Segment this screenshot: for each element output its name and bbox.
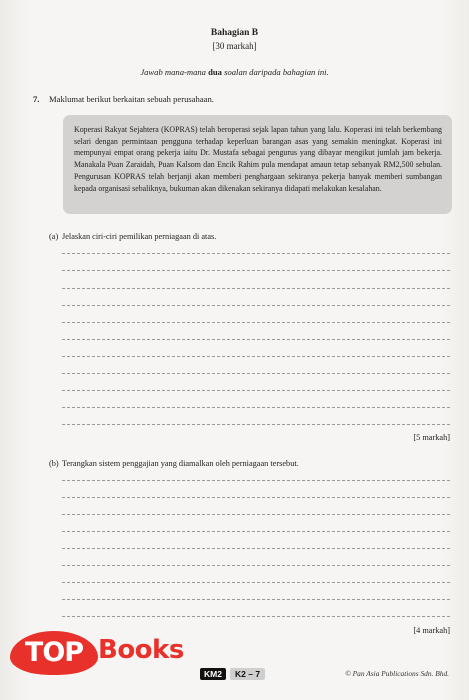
instruction-post: soalan daripada bahagian ini. xyxy=(221,67,329,77)
passage-box: Koperasi Rakyat Sejahtera (KOPRAS) telah beroperasi sejak lapan tahun yang lalu. Koperasi ini telah berkembang selari dengan permintaan pengguna terhadap keperluan barangan asas yang semakin meningkat. Koperasi ini mempunyai empat orang pekerja iaitu Dr. Mustafa sebagai pengurus yang dibayar mengikut jumlah jam bekerja. Manakala Puan Zaraidah, Puan Kalsom dan Encik Rahim pula mendapat amaun tetap sebanyak RM2,500 sebulan. Pengurusan KOPRAS telah berjanji akan memberi penghargaan sekiranya pekerja banyak memberi sumbangan kepada organisasi sebaliknya, bukuman akan dikenakan sekiranya didapati melakukan kesalahan. xyxy=(63,115,452,214)
answer-line[interactable] xyxy=(62,339,450,340)
section-instruction xyxy=(0,67,469,77)
answer-line[interactable] xyxy=(62,270,450,271)
module-tag: KM2 xyxy=(200,668,226,680)
part-b-label: (b) xyxy=(49,459,59,468)
answer-line[interactable] xyxy=(62,373,450,374)
instruction-pre: Jawab mana-mana xyxy=(140,67,209,77)
answer-line[interactable] xyxy=(62,531,450,532)
answer-line[interactable] xyxy=(62,356,450,357)
question-text: Maklumat berikut berkaitan sebuah perusahaan. xyxy=(49,94,214,104)
instruction-bold: dua xyxy=(208,67,222,77)
answer-line[interactable] xyxy=(62,514,450,515)
answer-line[interactable] xyxy=(62,480,450,481)
question-number: 7. xyxy=(33,94,40,104)
answer-line[interactable] xyxy=(62,253,450,254)
answer-line[interactable] xyxy=(62,497,450,498)
logo-books-text: Books xyxy=(98,635,184,665)
answer-line[interactable] xyxy=(62,548,450,549)
answer-line[interactable] xyxy=(62,582,450,583)
part-a-label: (a) xyxy=(49,232,59,241)
part-a-text: Jelaskan ciri-ciri pemilikan perniagaan di atas. xyxy=(62,232,217,241)
section-title: Bahagian B xyxy=(210,28,259,38)
page-number-tag: K2 – 7 xyxy=(230,668,265,680)
copyright-text: © Pan Asia Publications Sdn. Bhd. xyxy=(345,669,449,678)
answer-line[interactable] xyxy=(62,565,450,566)
section-marks: [30 markah] xyxy=(212,41,257,51)
part-b-marks: [4 markah] xyxy=(413,626,450,635)
answer-line[interactable] xyxy=(62,407,450,408)
answer-line[interactable] xyxy=(62,599,450,600)
answer-line[interactable] xyxy=(62,322,450,323)
topbooks-logo xyxy=(10,631,210,675)
answer-line[interactable] xyxy=(62,390,450,391)
answer-line[interactable] xyxy=(62,616,450,617)
answer-line[interactable] xyxy=(62,305,450,306)
part-b-text: Terangkan sistem penggajian yang diamalkan oleh perniagaan tersebut. xyxy=(62,459,299,468)
answer-line[interactable] xyxy=(62,288,450,289)
answer-line[interactable] xyxy=(62,424,450,425)
part-a-marks: [5 markah] xyxy=(413,433,450,442)
logo-top-badge: TOP xyxy=(10,631,98,675)
